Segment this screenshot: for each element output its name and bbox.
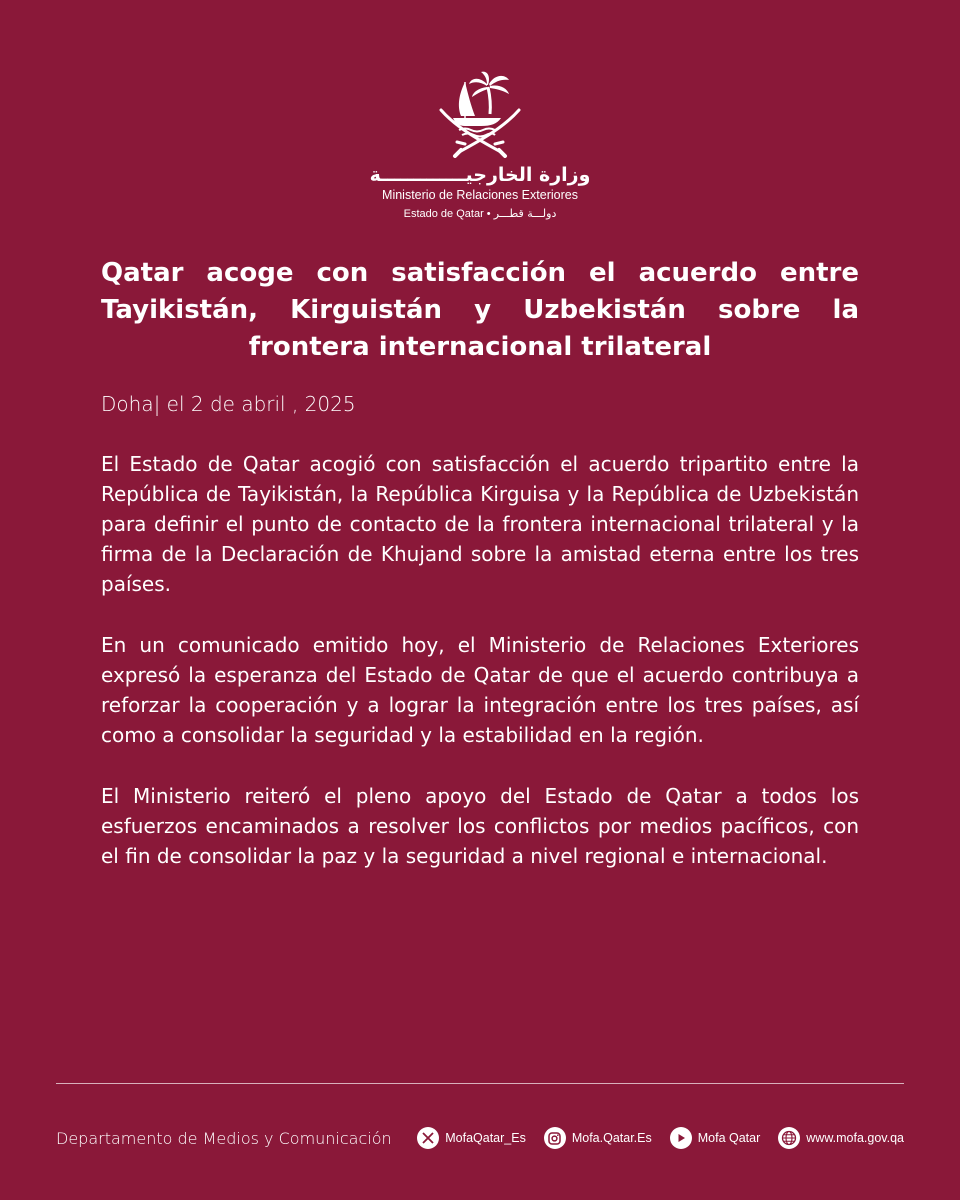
x-handle: MofaQatar_Es [445,1131,526,1145]
website-url: www.mofa.gov.qa [806,1131,904,1145]
state-line [0,207,960,220]
instagram-handle: Mofa.Qatar.Es [571,1131,652,1145]
statement-body [101,449,859,902]
globe-icon [778,1127,800,1149]
qatar-emblem-icon [435,70,525,158]
social-links [417,1127,904,1149]
body-paragraph: El Estado de Qatar acogió con satisfacción el acuerdo tripartito entre la República de Tayikistán, la República Kirguisa y la República de Uzbekistán para definir el punto de contacto de la frontera internacional trilateral y la firma de la Declaración de Khujand sobre la amistad eterna entre los tres países. [101,452,859,596]
body-paragraph: El Ministerio reiteró el pleno apoyo del Estado de Qatar a todos los esfuerzos encaminados a resolver los conflictos por medios pacíficos, con el fin de consolidar la paz y la seguridad a nivel regional e internacional. [101,784,859,868]
instagram-icon [544,1127,566,1149]
ministry-arabic-name: وزارة الخارجيـــــــــــــة [369,164,591,186]
ministry-header [0,70,960,220]
statement-title: Qatar acoge con satisfacción el acuerdo entre Tayikistán, Kirguistán y Uzbekistán sobre la frontera internacional trilateral [101,258,859,362]
body-paragraph: En un comunicado emitido hoy, el Ministerio de Relaciones Exteriores expresó la esperanza del Estado de Qatar de que el acuerdo contribuya a reforzar la cooperación y a lograr la integración entre los tres países, así como a consolidar la seguridad y la estabilidad en la región. [101,633,859,747]
youtube-icon [670,1127,692,1149]
department-name: Departamento de Medios y Comunicación [56,1129,392,1148]
youtube-link[interactable] [670,1127,761,1149]
x-link[interactable] [417,1127,526,1149]
website-link[interactable] [778,1127,904,1149]
state-name: Estado de Qatar [403,208,484,220]
footer-divider [56,1083,904,1084]
state-arabic-name: دولـــة قطـــر [493,207,557,220]
instagram-link[interactable] [544,1127,652,1149]
youtube-channel: Mofa Qatar [697,1131,761,1145]
dateline: Doha| el 2 de abril , 2025 [101,392,356,416]
x-icon [417,1127,439,1149]
ministry-name: Ministerio de Relaciones Exteriores [382,188,578,202]
state-separator: • [486,208,491,220]
